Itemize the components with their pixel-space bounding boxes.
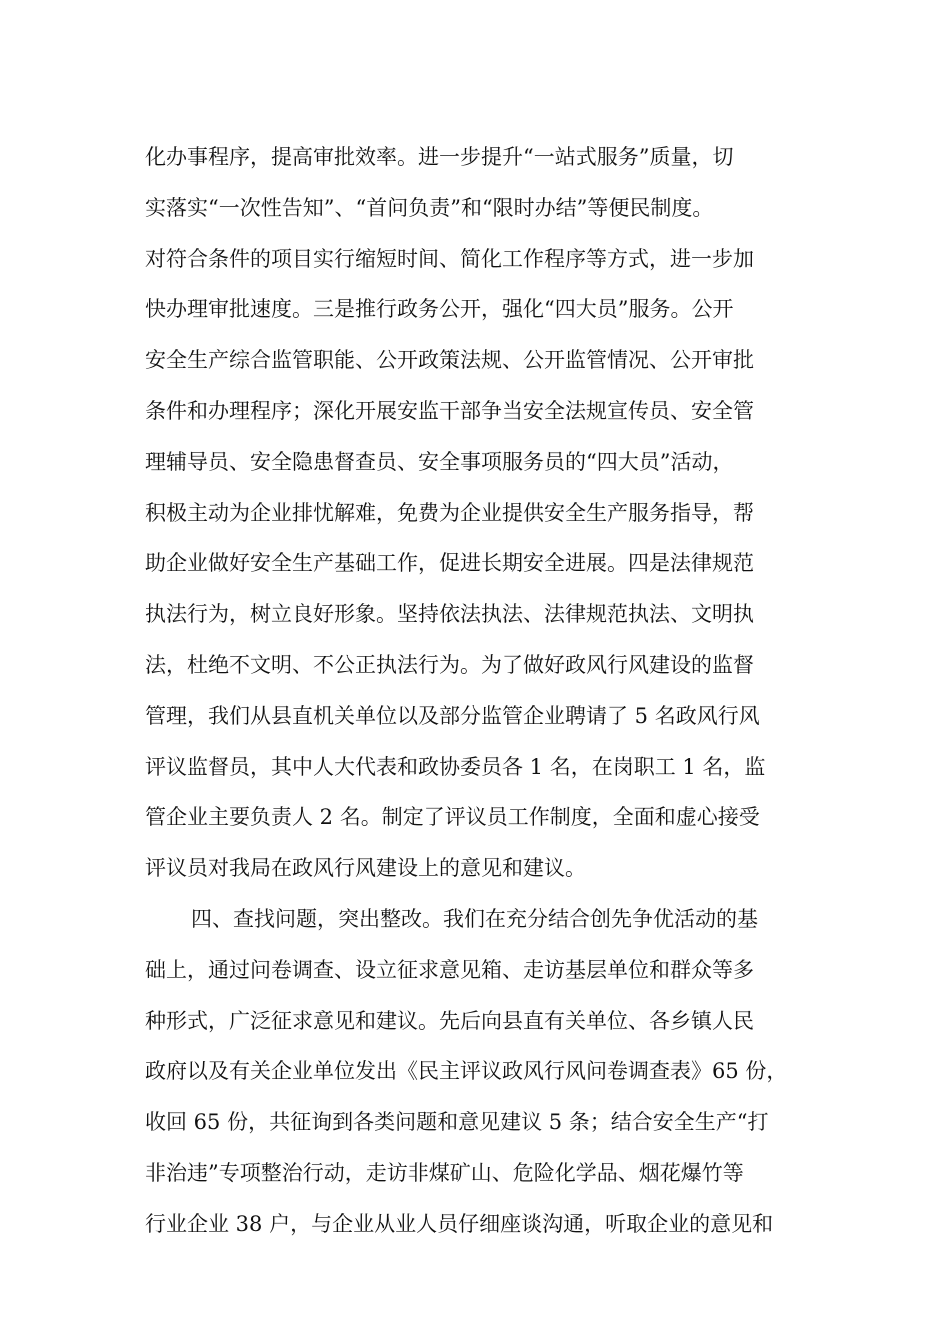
text-line: 理辅导员、安全隐患督查员、安全事项服务员的“四大员”活动， xyxy=(145,449,734,474)
text-line: 执法行为，树立良好形象。坚持依法执法、法律规范执法、文明执 xyxy=(145,602,754,627)
text-line: 安全生产综合监管职能、公开政策法规、公开监管情况、公开审批 xyxy=(145,348,754,373)
text-line: 条件和办理程序；深化开展安监干部争当安全法规宣传员、安全管 xyxy=(145,398,754,423)
text-line: 评议员对我局在政风行风建设上的意见和建议。 xyxy=(145,856,586,881)
text-line: 管理，我们从县直机关单位以及部分监管企业聘请了 5 名政风行风 xyxy=(145,703,760,728)
text-line: 化办事程序，提高审批效率。进一步提升“一站式服务”质量，切 xyxy=(145,145,734,169)
text-line: 行业企业 38 户，与企业从业人员仔细座谈沟通，听取企业的意见和 xyxy=(145,1211,774,1236)
text-line: 实落实“一次性告知”、“首问负责”和“限时办结”等便民制度。 xyxy=(145,195,714,220)
text-line: 非治违”专项整治行动，走访非煤矿山、危险化学品、烟花爆竹等 xyxy=(145,1160,744,1185)
paragraph-start-line: 四、查找问题，突出整改。我们在充分结合创先争优活动的基 xyxy=(191,906,758,931)
text-line: 管企业主要负责人 2 名。制定了评议员工作制度，全面和虚心接受 xyxy=(145,805,760,830)
text-line: 积极主动为企业排忧解难，免费为企业提供安全生产服务指导，帮 xyxy=(145,500,754,525)
text-line: 法，杜绝不文明、不公正执法行为。为了做好政风行风建设的监督 xyxy=(145,652,754,677)
text-line: 对符合条件的项目实行缩短时间、简化工作程序等方式，进一步加 xyxy=(145,246,754,271)
document-body xyxy=(145,132,825,1250)
text-line: 快办理审批速度。三是推行政务公开，强化“四大员”服务。公开 xyxy=(145,297,734,322)
text-line: 助企业做好安全生产基础工作，促进长期安全进展。四是法律规范 xyxy=(145,551,754,576)
text-line: 政府以及有关企业单位发出《民主评议政风行风问卷调查表》65 份， xyxy=(145,1059,788,1084)
text-line: 评议监督员，其中人大代表和政协委员各 1 名，在岗职工 1 名，监 xyxy=(145,754,766,779)
text-line: 收回 65 份，共征询到各类问题和意见建议 5 条；结合安全生产“打 xyxy=(145,1110,769,1135)
text-line: 种形式，广泛征求意见和建议。先后向县直有关单位、各乡镇人民 xyxy=(145,1008,754,1033)
text-line: 础上，通过问卷调查、设立征求意见箱、走访基层单位和群众等多 xyxy=(145,957,754,982)
